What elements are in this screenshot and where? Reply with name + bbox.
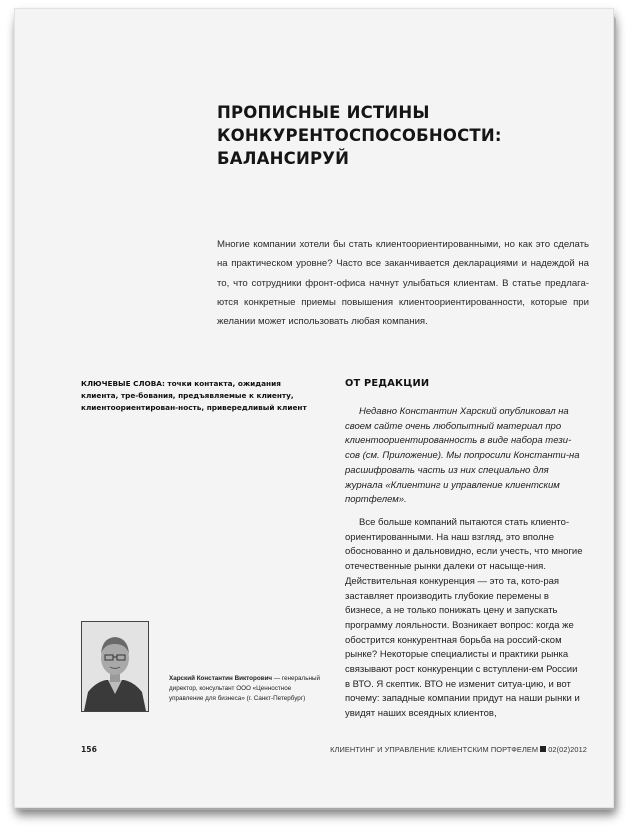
journal-name: КЛИЕНТИНГ И УПРАВЛЕНИЕ КЛИЕНТСКИМ ПОРТФЕЛЕМ xyxy=(330,745,539,754)
title-line-1: ПРОПИСНЫЕ ИСТИНЫ xyxy=(217,103,430,122)
title-line-2: КОНКУРЕНТОСПОСОБНОСТИ: xyxy=(217,126,502,145)
keywords: КЛЮЧЕВЫЕ СЛОВА: точки контакта, ожидания клиента, тре-бования, предъявляемые к клиенту, клиентоориентирован-ность, привередливый клиент xyxy=(81,379,307,412)
issue-number: 02(02)2012 xyxy=(548,745,587,754)
article-title xyxy=(217,101,557,170)
editor-heading: ОТ РЕДАКЦИИ xyxy=(345,378,430,389)
editor-note: Недавно Константин Харский опубликовал на своем сайте очень любопытный материал про клиентоориентированность в виде набора тези-сов (см. Приложение). Мы попросили Константи-на расшифровать часть из них специально для журнала «Клиентинг и управление клиентским портфелем». xyxy=(345,406,580,506)
article-lead: Многие компании хотели бы стать клиентоориентированными, но как это сделать на практическом уровне? Часто все заканчивается декларациями и надеждой на то, что сотрудники фронт-офиса начнут улыбаться клиентам. В статье предлага-ются конкретные приемы повышения клиентоориентированности, которые при желании может использовать любая компания. xyxy=(217,239,589,328)
author-name: Харский Константин Викторович xyxy=(169,675,273,682)
author-role: — генеральный директор, консультант ООО «Ценностное управление для бизнеса» (г. Санкт-Петербург) xyxy=(169,675,321,702)
page-number: 156 xyxy=(81,745,97,754)
author-caption xyxy=(169,674,321,703)
author-portrait-icon xyxy=(82,622,148,711)
journal-footer xyxy=(330,745,587,754)
author-photo xyxy=(81,621,149,712)
title-line-3: БАЛАНСИРУЙ xyxy=(217,149,350,168)
square-bullet-icon xyxy=(540,746,546,752)
body-paragraph: Все больше компаний пытаются стать клиенто-ориентированными. На наш взгляд, это вполне обоснованно и дальновидно, если учесть, что многие отечественные рынки далеки от насыще-ния. Действительная конкуренция — это та, кото-рая заставляет производить глубокие перемены в бизнесе, а не только понижать цену и запускать программу лояльности. Возникает вопрос: когда же обострится конкурентная борьба на россий-ском рынке? Некоторые специалисты и практики рынка связывают рост конкуренции с вступлени-ем России в ВТО. Я скептик. ВТО не изменит ситуа-цию, и вот почему: западные компании придут на наши рынки и увидят наших всеядных клиентов, xyxy=(345,517,583,720)
magazine-page xyxy=(14,8,614,808)
